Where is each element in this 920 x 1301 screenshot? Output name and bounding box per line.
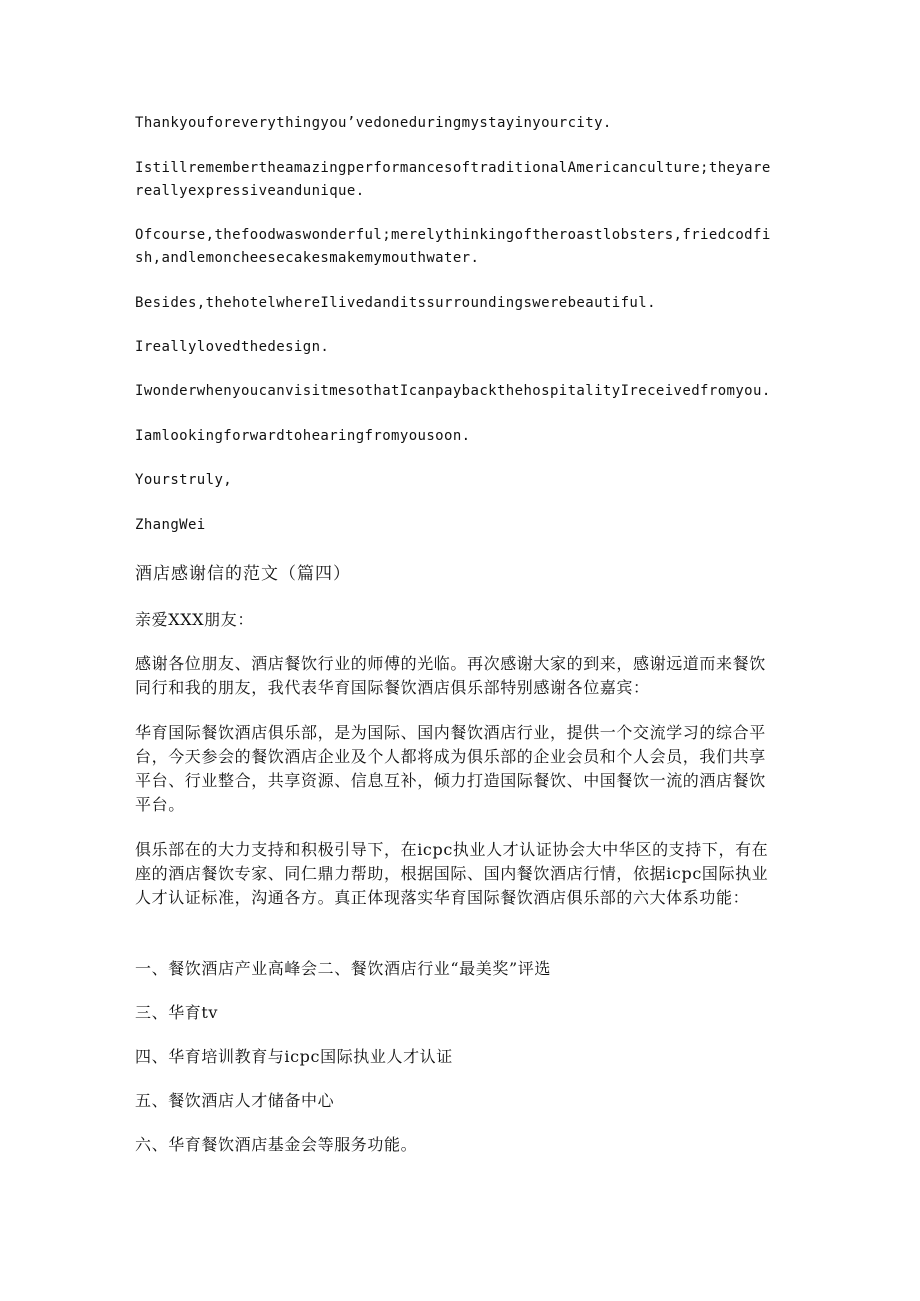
body-paragraph-2: 华育国际餐饮酒店俱乐部，是为国际、国内餐饮酒店行业，提供一个交流学习的综合平台，今天参会的餐饮酒店企业及个人都将成为俱乐部的企业会员和个人会员，我们共享平台、行业整合，共享资源、信息互补，倾力打造国际餐饮、中国餐饮一流的酒店餐饮平台。 xyxy=(135,723,766,814)
letter-closing: Yourstruly, xyxy=(135,472,233,488)
letter-paragraph-5: Ireallylovedthedesign. xyxy=(135,339,330,355)
body-paragraph-3: 俱乐部在的大力支持和积极引导下，在icpc执业人才认证协会大中华区的支持下，有在座的酒店餐饮专家、同仁鼎力帮助，根据国际、国内餐饮酒店行情，依据icpc国际执业人才认证标准，沟通各方。真正体现落实华育国际餐饮酒店俱乐部的六大体系功能： xyxy=(135,840,769,907)
body-paragraph-1: 感谢各位朋友、酒店餐饮行业的师傅的光临。再次感谢大家的到来，感谢远道而来餐饮同行和我的朋友，我代表华育国际餐饮酒店俱乐部特别感谢各位嘉宾： xyxy=(135,654,766,697)
letter-paragraph-6: IwonderwhenyoucanvisitmesothatIcanpaybackthehospitalityIreceivedfromyou. xyxy=(135,383,771,399)
letter-paragraph-1: Thankyouforeverythingyou’vedoneduringmystayinyourcity. xyxy=(135,115,612,131)
section-title: 酒店感谢信的范文（篇四） xyxy=(135,564,351,584)
list-item: 四、华育培训教育与icpc国际执业人才认证 xyxy=(135,1047,453,1066)
letter-paragraph-7: Iamlookingforwardtohearingfromyousoon. xyxy=(135,428,471,444)
letter-paragraph-3: Ofcourse,thefoodwaswonderful;merelythinkingoftheroastlobsters,friedcodfish,andlemoncheesecakesmakemymouthwater. xyxy=(135,227,771,266)
list-item: 六、华育餐饮酒店基金会等服务功能。 xyxy=(135,1135,418,1154)
greeting: 亲爱XXX朋友： xyxy=(135,610,254,629)
list-item: 五、餐饮酒店人才储备中心 xyxy=(135,1091,335,1110)
letter-signature: ZhangWei xyxy=(135,517,206,533)
letter-paragraph-4: Besides,thehotelwhereIlivedanditssurroundingswerebeautiful. xyxy=(135,295,656,311)
list-item: 一、餐饮酒店产业高峰会二、餐饮酒店行业“最美奖”评选 xyxy=(135,959,551,978)
list-item: 三、华育tv xyxy=(135,1003,219,1022)
letter-paragraph-2: IstillremembertheamazingperformancesoftraditionalAmericanculture;theyarereallyexpressiveandunique. xyxy=(135,160,771,199)
